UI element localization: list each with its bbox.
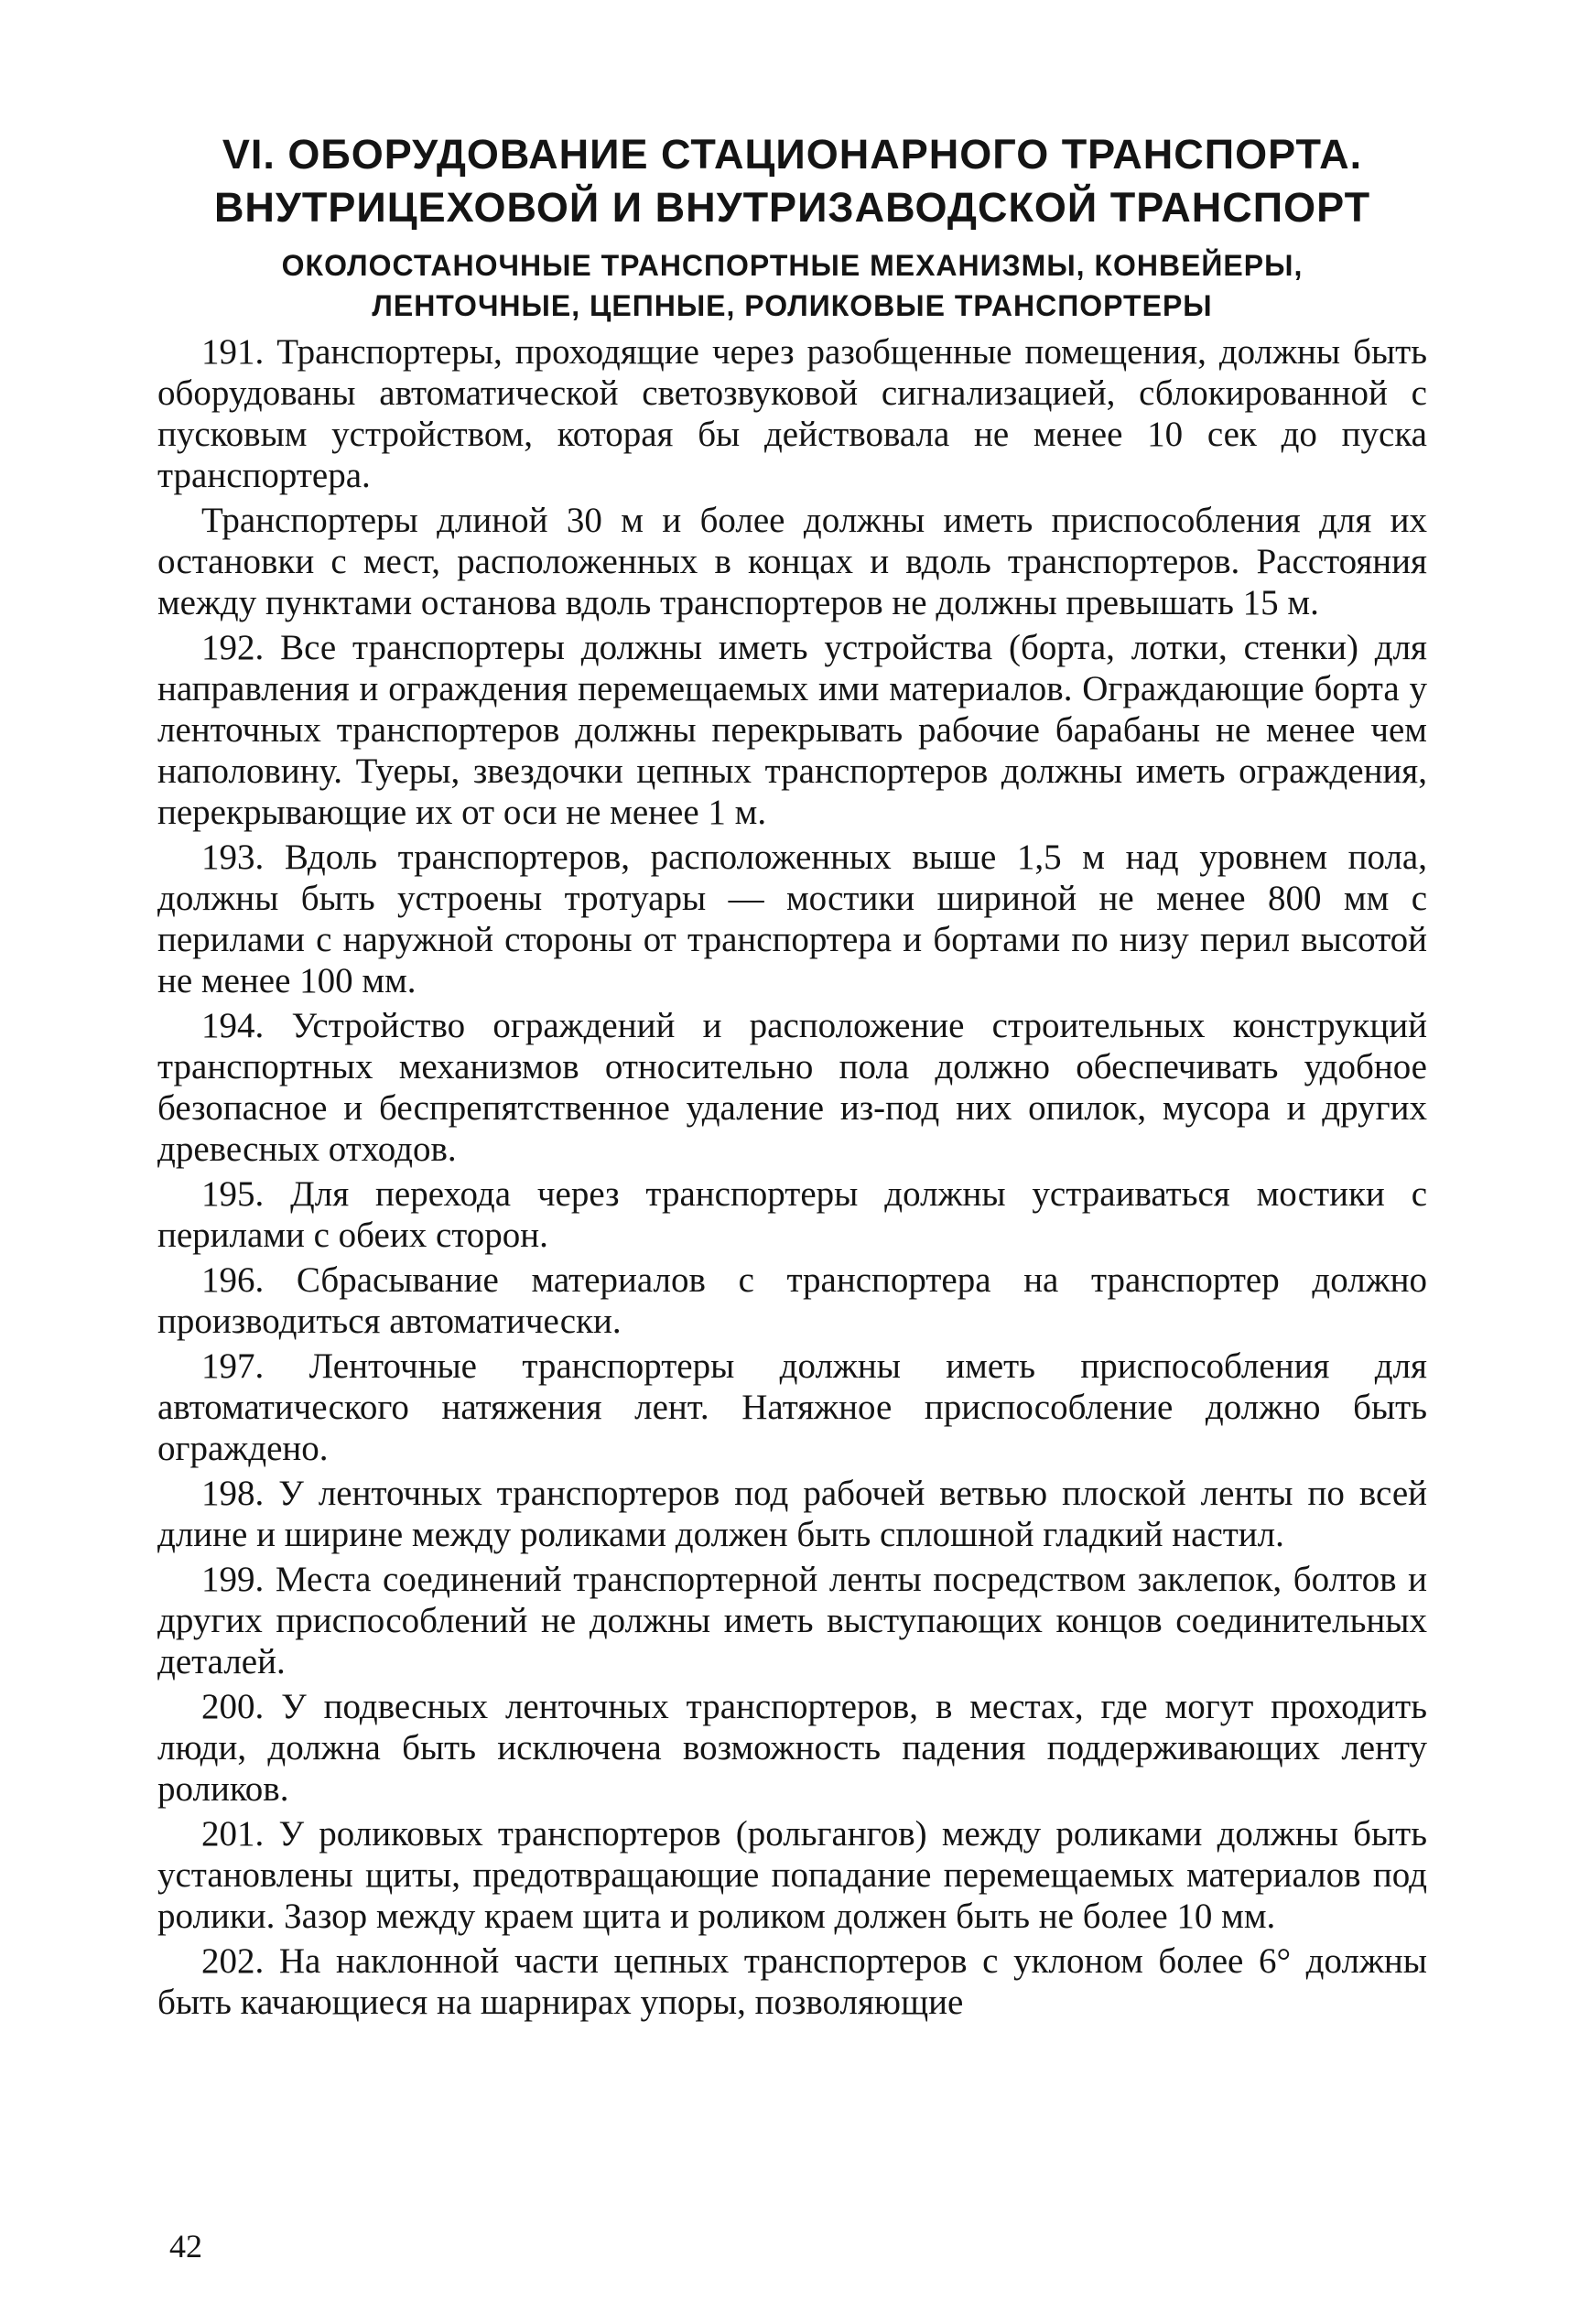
- paragraph-196: 196. Сбрасывание материалов с транспортера на транспортер должно производиться автоматически.: [157, 1260, 1427, 1341]
- chapter-title-line-1: VI. ОБОРУДОВАНИЕ СТАЦИОНАРНОГО ТРАНСПОРТА.: [222, 131, 1363, 178]
- paragraph-201: 201. У роликовых транспортеров (рольгангов) между роликами должны быть установлены щиты, предотвращающие попадание перемещаемых материалов под ролики. Зазор между краем щита и роликом должен быть не более 10 мм.: [157, 1814, 1427, 1936]
- paragraph-193: 193. Вдоль транспортеров, расположенных выше 1,5 м над уровнем пола, должны быть устроены тротуары — мостики шириной не менее 800 мм с перилами с наружной стороны от транспортера и бортами по низу перил высотой не менее 100 мм.: [157, 838, 1427, 1000]
- page-number: 42: [169, 2228, 202, 2265]
- paragraph-192: 192. Все транспортеры должны иметь устройства (борта, лотки, стенки) для направления и ограждения перемещаемых ими материалов. Ограждающие борта у ленточных транспортеров должны перекрывать рабочие барабаны не менее чем наполовину. Туеры, звездочки цепных транспортеров должны иметь ограждения, перекрывающие их от оси не менее 1 м.: [157, 628, 1427, 832]
- chapter-title-line-2: ВНУТРИЦЕХОВОЙ И ВНУТРИЗАВОДСКОЙ ТРАНСПОРТ: [213, 184, 1371, 231]
- section-title-line-2: ЛЕНТОЧНЫЕ, ЦЕПНЫЕ, РОЛИКОВЫЕ ТРАНСПОРТЕРЫ: [372, 289, 1213, 322]
- section-title: [157, 245, 1427, 326]
- paragraph-195: 195. Для перехода через транспортеры должны устраиваться мостики с перилами с обеих сторон.: [157, 1174, 1427, 1255]
- paragraph-197: 197. Ленточные транспортеры должны иметь приспособления для автоматического натяжения лент. Натяжное приспособление должно быть ограждено.: [157, 1346, 1427, 1468]
- paragraph-200: 200. У подвесных ленточных транспортеров, в местах, где могут проходить люди, должна быть исключена возможность падения поддерживающих ленту роликов.: [157, 1687, 1427, 1809]
- section-title-line-1: ОКОЛОСТАНОЧНЫЕ ТРАНСПОРТНЫЕ МЕХАНИЗМЫ, КОНВЕЙЕРЫ,: [281, 249, 1304, 282]
- chapter-title: [157, 128, 1427, 234]
- paragraph-202: 202. На наклонной части цепных транспортеров с уклоном более 6° должны быть качающиеся на шарнирах упоры, позволяющие: [157, 1941, 1427, 2022]
- paragraph-199: 199. Места соединений транспортерной ленты посредством заклепок, болтов и других приспособлений не должны иметь выступающих концов соединительных деталей.: [157, 1560, 1427, 1681]
- paragraph-191: 191. Транспортеры, проходящие через разобщенные помещения, должны быть оборудованы автоматической светозвуковой сигнализацией, сблокированной с пусковым устройством, которая бы действовала не менее 10 сек до пуска транспортера.: [157, 332, 1427, 495]
- paragraph-194: 194. Устройство ограждений и расположение строительных конструкций транспортных механизмов относительно пола должно обеспечивать удобное безопасное и беспрепятственное удаление из-под них опилок, мусора и других древесных отходов.: [157, 1006, 1427, 1169]
- body-text: [157, 331, 1427, 2023]
- paragraph-191-cont: Транспортеры длиной 30 м и более должны иметь приспособления для их остановки с мест, расположенных в концах и вдоль транспортеров. Расстояния между пунктами останова вдоль транспортеров не должны превышать 15 м.: [157, 501, 1427, 622]
- paragraph-198: 198. У ленточных транспортеров под рабочей ветвью плоской ленты по всей длине и ширине между роликами должен быть сплошной гладкий настил.: [157, 1474, 1427, 1554]
